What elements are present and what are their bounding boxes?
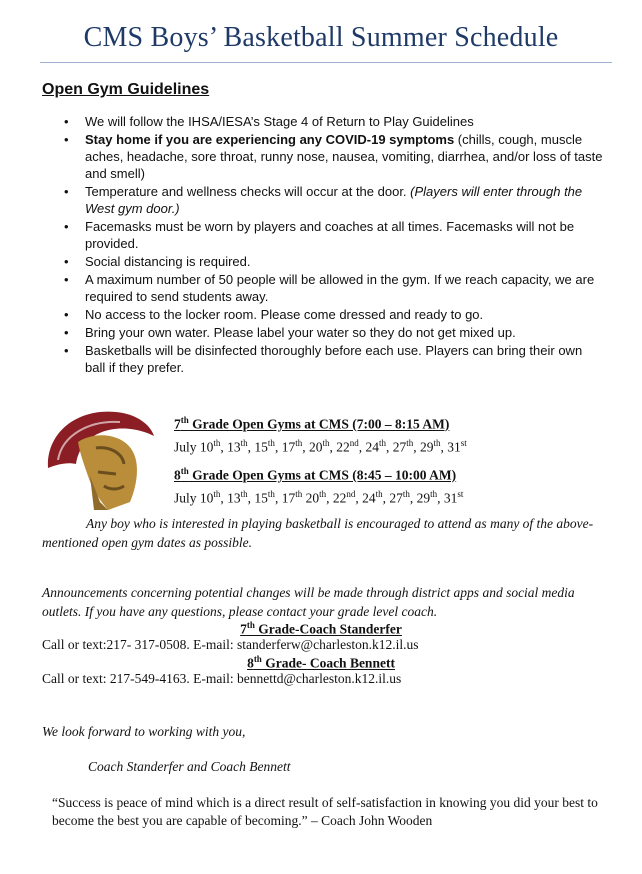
bullet-icon: • <box>64 219 69 234</box>
date-day: 13 <box>227 490 241 505</box>
date-separator: , <box>437 490 444 505</box>
date-day: 20 <box>305 490 320 505</box>
guideline-item <box>64 306 604 323</box>
gym-block-8th <box>174 462 463 507</box>
date-suffix: th <box>240 488 248 499</box>
date-suffix: st <box>460 437 467 448</box>
guideline-item <box>64 131 604 182</box>
guideline-text: Facemasks must be worn by players and coaches at all times. Facemasks will not be provided. <box>85 219 575 251</box>
guideline-item <box>64 271 604 305</box>
date-day: July 10 <box>174 490 214 505</box>
gym-heading: 7th Grade Open Gyms at CMS (7:00 – 8:15 AM) <box>174 415 450 432</box>
gym-dates <box>174 434 467 457</box>
date-separator: , <box>326 490 333 505</box>
date-separator: , <box>220 490 228 505</box>
guideline-text: We will follow the IHSA/IESA’s Stage 4 of Return to Play Guidelines <box>85 114 474 129</box>
date-day: 15 <box>254 439 268 454</box>
date-day: 27 <box>389 490 403 505</box>
guideline-emphasis: Stay home if you are experiencing any COVID-19 symptoms <box>85 132 455 147</box>
date-day: 13 <box>227 439 241 454</box>
date-day: 20 <box>308 439 323 454</box>
date-separator: , <box>274 439 282 454</box>
date-suffix: nd <box>346 488 356 499</box>
date-suffix: th <box>406 437 414 448</box>
wooden-quote: “Success is peace of mind which is a direct result of self-satisfaction in knowing you did your best to become the best you are capable of becoming.” – Coach John Wooden <box>52 795 598 828</box>
bullet-icon: • <box>64 132 69 147</box>
guideline-text: No access to the locker room. Please come dressed and ready to go. <box>85 307 484 322</box>
announcements-paragraph: Announcements concerning potential changes will be made through district apps and social media outlets. If you have any questions, please contact your grade level coach. <box>42 585 575 619</box>
date-separator: , <box>413 439 420 454</box>
date-suffix: th <box>430 488 438 499</box>
guideline-item <box>64 324 604 341</box>
guidelines-list <box>64 113 604 377</box>
gym-heading: 8th Grade Open Gyms at CMS (8:45 – 10:00 AM) <box>174 466 457 483</box>
page-title: CMS Boys’ Basketball Summer Schedule <box>83 22 559 53</box>
guideline-text: Basketballs will be disinfected thoroughly before each use. Players can bring their own ball if they prefer. <box>85 343 583 375</box>
date-separator: , <box>385 439 393 454</box>
title-divider <box>40 62 612 63</box>
date-suffix: th <box>267 437 275 448</box>
date-separator: , <box>247 490 255 505</box>
date-separator: , <box>220 439 228 454</box>
date-day: 24 <box>365 439 379 454</box>
date-suffix: th <box>295 488 303 499</box>
date-day: 17 <box>281 439 296 454</box>
section-heading: Open Gym Guidelines <box>42 81 210 98</box>
guideline-text: Bring your own water. Please label your water so they do not get mixed up. <box>85 325 516 340</box>
guideline-note: (Players will enter through the West gym door.) <box>85 184 583 216</box>
guideline-item <box>64 218 604 252</box>
bullet-icon: • <box>64 307 69 322</box>
date-day: 31 <box>443 490 458 505</box>
bullet-icon: • <box>64 254 69 269</box>
closing-line: We look forward to working with you, <box>42 724 246 739</box>
date-suffix: th <box>322 437 330 448</box>
guideline-item <box>64 183 604 217</box>
date-suffix: th <box>267 488 275 499</box>
date-suffix: th <box>319 488 327 499</box>
date-separator: , <box>247 439 255 454</box>
signoff-line: Coach Standerfer and Coach Bennett <box>88 759 291 774</box>
bullet-icon: • <box>64 184 69 199</box>
date-day: July 10 <box>174 439 214 454</box>
guideline-item <box>64 113 604 130</box>
date-suffix: st <box>457 488 464 499</box>
gym-block-7th <box>174 411 467 456</box>
guideline-text: (chills, cough, muscle aches, headache, sore throat, runny nose, nausea, vomiting, diarrhea, and/or loss of taste and smell) <box>85 132 603 181</box>
date-suffix: th <box>240 437 248 448</box>
date-separator: , <box>274 490 282 505</box>
date-suffix: th <box>295 437 303 448</box>
date-day: 15 <box>254 490 268 505</box>
date-day: 29 <box>420 439 434 454</box>
guideline-text: A maximum number of 50 people will be allowed in the gym. If we reach capacity, we are required to send students away. <box>85 272 595 304</box>
date-suffix: nd <box>349 437 359 448</box>
bullet-icon: • <box>64 114 69 129</box>
guideline-item <box>64 342 604 376</box>
date-day: 31 <box>447 439 461 454</box>
date-separator: , <box>382 490 390 505</box>
date-suffix: th <box>433 437 441 448</box>
coach-contact-7th: Call or text:217- 317-0508. E-mail: standerferw@charleston.k12.il.us <box>42 637 419 652</box>
coach-heading-8th: 8th Grade- Coach Bennett <box>247 654 395 671</box>
encouragement-paragraph: Any boy who is interested in playing basketball is encouraged to attend as many of the above-mentioned open gym dates as possible. <box>42 516 594 550</box>
date-separator: , <box>358 439 366 454</box>
date-separator: , <box>355 490 363 505</box>
guideline-text: Social distancing is required. <box>85 254 251 269</box>
coach-heading-7th: 7th Grade-Coach Standerfer <box>240 620 402 637</box>
bullet-icon: • <box>64 325 69 340</box>
date-day: 17 <box>281 490 296 505</box>
date-day: 22 <box>336 439 350 454</box>
coach-contact-8th: Call or text: 217-549-4163. E-mail: bennettd@charleston.k12.il.us <box>42 671 402 686</box>
gym-dates <box>174 485 463 508</box>
bullet-icon: • <box>64 272 69 287</box>
date-suffix: th <box>402 488 410 499</box>
date-suffix: th <box>213 437 221 448</box>
date-suffix: th <box>378 437 386 448</box>
date-suffix: th <box>375 488 383 499</box>
guideline-item <box>64 253 604 270</box>
date-separator: , <box>440 439 448 454</box>
guideline-text: Temperature and wellness checks will occur at the door. <box>85 184 411 199</box>
date-day: 24 <box>362 490 376 505</box>
date-separator: , <box>302 439 309 454</box>
date-suffix: th <box>213 488 221 499</box>
bullet-icon: • <box>64 343 69 358</box>
date-separator: , <box>409 490 417 505</box>
trojan-logo <box>38 402 156 514</box>
date-day: 29 <box>416 490 431 505</box>
date-day: 27 <box>392 439 407 454</box>
date-day: 22 <box>332 490 347 505</box>
date-separator: , <box>329 439 337 454</box>
